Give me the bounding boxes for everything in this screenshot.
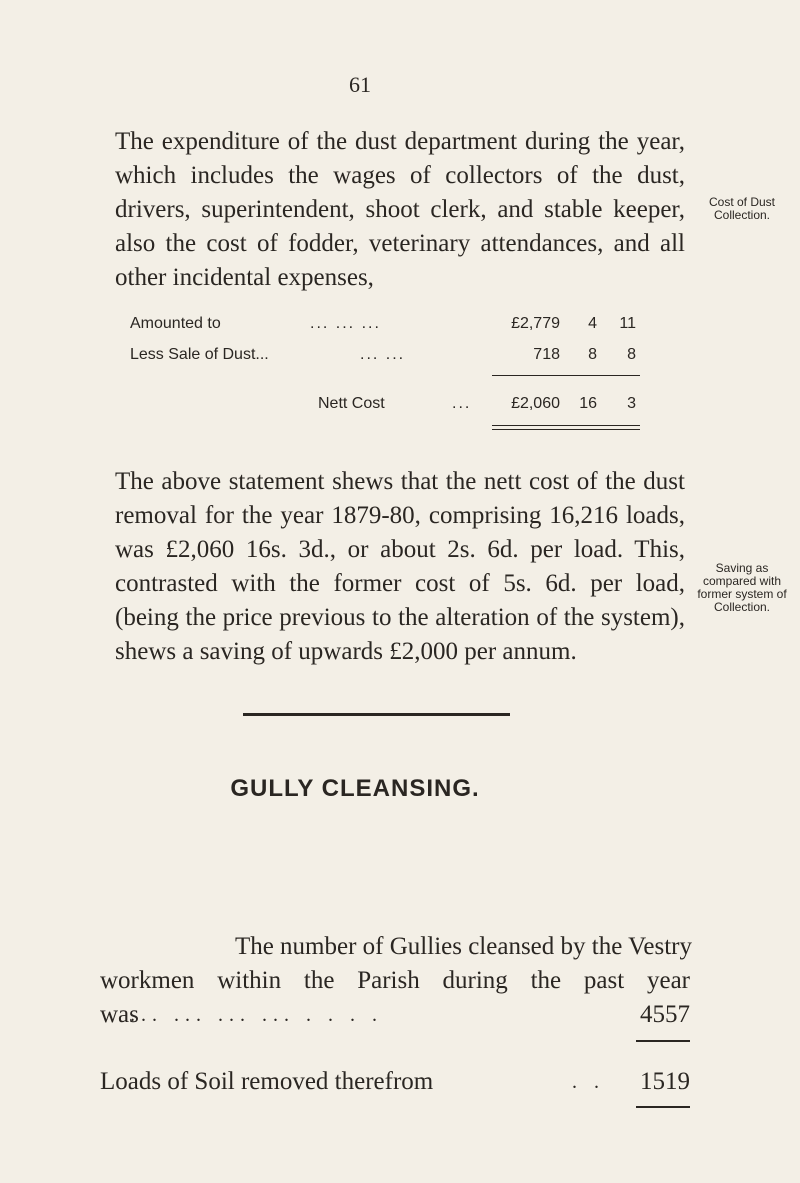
gully-was-row — [100, 998, 690, 1032]
account-shillings: 4 — [588, 315, 597, 332]
account-pounds: 718 — [533, 346, 560, 363]
dust-cost-paragraph: The expenditure of the dust department during the year, which includes the wages of collectors of the dust, drivers, superintendent, shoot clerk, and stable keeper, also the cost of fodder, veterinary attendances, and all other incidental expenses, — [115, 128, 685, 291]
gully-loads-label: Loads of Soil removed therefrom — [100, 1068, 434, 1095]
gully-intro-line-2: workmen within the Parish during the past year — [100, 967, 690, 994]
gully-was-value: 4557 — [640, 1001, 690, 1028]
account-double-rule-1 — [492, 425, 640, 426]
section-heading: GULLY CLEANSING. — [230, 775, 480, 802]
account-label: Less Sale of Dust... — [130, 346, 269, 363]
account-dots: ... ... — [360, 346, 406, 363]
account-row-less-sale — [0, 346, 800, 368]
gully-was-label: was — [100, 1001, 139, 1028]
account-rule-upper — [492, 375, 640, 376]
gully-rule-1 — [636, 1040, 690, 1042]
gully-loads-row — [100, 1065, 690, 1099]
gully-intro-line-1: The number of Gullies cleansed by the Vestry — [234, 933, 692, 960]
section-divider — [243, 713, 510, 716]
account-label: Amounted to — [130, 315, 221, 332]
account-pounds: £2,060 — [511, 395, 560, 412]
account-shillings: 8 — [588, 346, 597, 363]
account-double-rule-2 — [492, 429, 640, 430]
account-row-nett — [0, 395, 800, 417]
account-dots: ... ... ... — [310, 315, 381, 332]
account-dots: ... — [452, 395, 472, 412]
gully-loads-dots: . . — [572, 1071, 605, 1093]
account-pence: 3 — [627, 395, 636, 412]
margin-note-saving: Saving as compared with former system of Collection. — [697, 561, 787, 614]
page-number: 61 — [349, 72, 371, 97]
gully-was-dots: ... ... ... ... . . . . — [130, 1004, 383, 1026]
margin-note-cost: Cost of Dust Collection. — [708, 195, 776, 222]
account-label: Nett Cost — [318, 395, 385, 412]
account-pence: 11 — [619, 315, 636, 332]
account-pounds: £2,779 — [511, 315, 560, 332]
account-pence: 8 — [627, 346, 636, 363]
account-row-amounted — [0, 315, 800, 337]
saving-paragraph: The above statement shews that the nett cost of the dust removal for the year 1879-80, comprising 16,216 loads, was £2,060 16s. 3d., or about 2s. 6d. per load. This, contrasted with the former cost of 5s. 6d. per load, (being the price previous to the alteration of the system), shews a saving of upwards £2,000 per annum. — [115, 468, 685, 665]
account-shillings: 16 — [579, 395, 597, 412]
gully-loads-value: 1519 — [640, 1068, 690, 1095]
gully-rule-2 — [636, 1106, 690, 1108]
